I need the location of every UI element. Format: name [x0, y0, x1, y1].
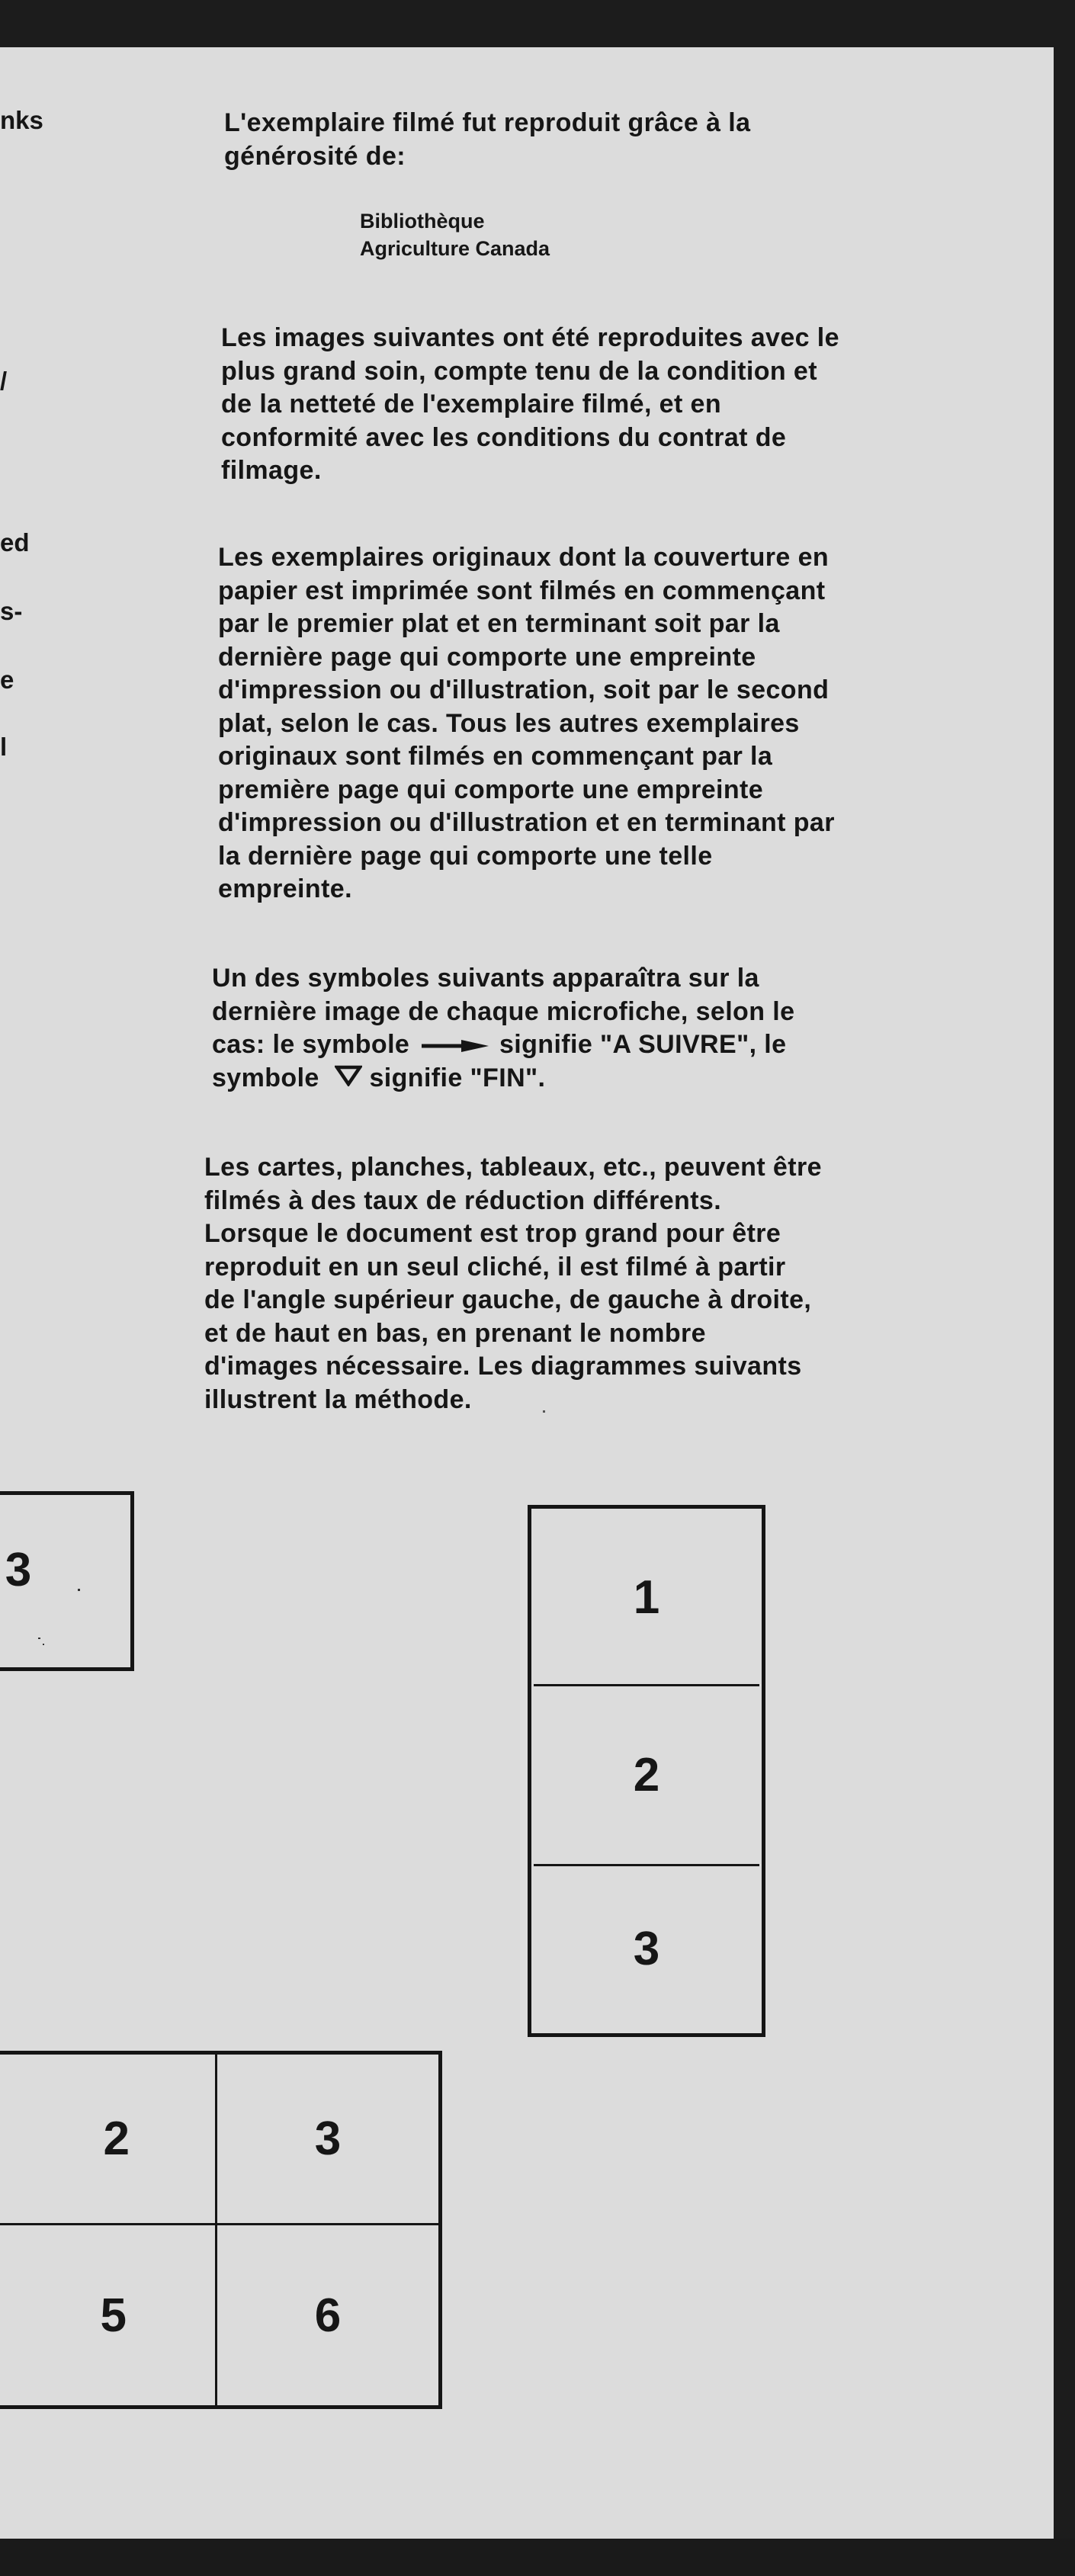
symbols-line-text: cas: le symbole — [212, 1030, 410, 1059]
scan-speck — [78, 1589, 80, 1591]
symbols-line-text: symbole — [212, 1063, 319, 1092]
institution-name: Bibliothèque Agriculture Canada — [360, 210, 550, 260]
acknowledgement-text: L'exemplaire filmé fut reproduit grâce à la générosité de: — [224, 108, 751, 171]
paragraph-symbols — [212, 962, 1043, 1095]
symbols-line-text: signifie "FIN". — [369, 1063, 546, 1092]
symbols-line-text: signifie "A SUIVRE", le — [499, 1030, 787, 1059]
scanned-page — [0, 47, 1054, 2539]
paragraph-images: Les images suivantes ont été reproduites avec le plus grand soin, compte tenu de la condition et de la netteté de l'exemplaire filmé, et en conformité avec les conditions du contrat de filmage. — [221, 323, 839, 485]
left-fragment: s- — [0, 597, 23, 625]
diagram-cell: 3 — [217, 2055, 438, 2225]
symbols-line — [212, 1028, 1043, 1062]
scan-border — [0, 2539, 1075, 2576]
left-fragment: l — [0, 733, 8, 761]
diagram-grid — [0, 2051, 442, 2409]
diagram-vertical — [528, 1505, 765, 2037]
left-fragment: / — [0, 367, 8, 395]
diagram-cell: 2 — [534, 1686, 759, 1866]
diagram-cell-label: 3 — [5, 1544, 32, 1596]
left-fragment: e — [0, 666, 14, 694]
diagram-cell: 2 — [0, 2055, 217, 2225]
diagram-cell: 6 — [314, 2289, 342, 2342]
diagram-cell: 3 — [633, 1922, 660, 1975]
scan-speck — [543, 1410, 545, 1413]
left-fragment: ed — [0, 528, 30, 557]
diagram-cell: 1 — [534, 1511, 759, 1686]
symbols-line — [212, 1062, 1043, 1096]
paragraph-maps: Les cartes, planches, tableaux, etc., peuvent être filmés à des taux de réduction différents. Lorsque le document est trop grand pour être reproduit en un seul cliché, il est filmé à partir de l'angle supérieur gauche, de gauche à droite, et de haut en bas, en prenant le nombre d'images nécessaire. Les diagrammes suivants illustrent la méthode. — [204, 1153, 822, 1414]
left-fragment: nks — [0, 106, 43, 134]
diagram-cell: 5 — [0, 2225, 217, 2405]
arrow-right-icon — [417, 1038, 492, 1054]
symbols-line: Un des symboles suivants apparaîtra sur la — [212, 964, 759, 993]
symbols-line: dernière image de chaque microfiche, selon le — [212, 996, 795, 1026]
scan-speck — [38, 1638, 40, 1639]
paragraph-originals: Les exemplaires originaux dont la couverture en papier est imprimée sont filmés en commençant par le premier plat et en terminant soit par la dernière page qui comporte une empreinte d'impression ou d'illustration, soit par le second plat, selon le cas. Tous les autres exemplaires originaux sont filmés en commençant par la première page qui comporte une empreinte d'impression ou d'illustration et en terminant par la dernière page qui comporte une telle empreinte. — [218, 543, 835, 903]
triangle-down-icon — [335, 1065, 362, 1086]
scan-speck — [43, 1644, 44, 1645]
